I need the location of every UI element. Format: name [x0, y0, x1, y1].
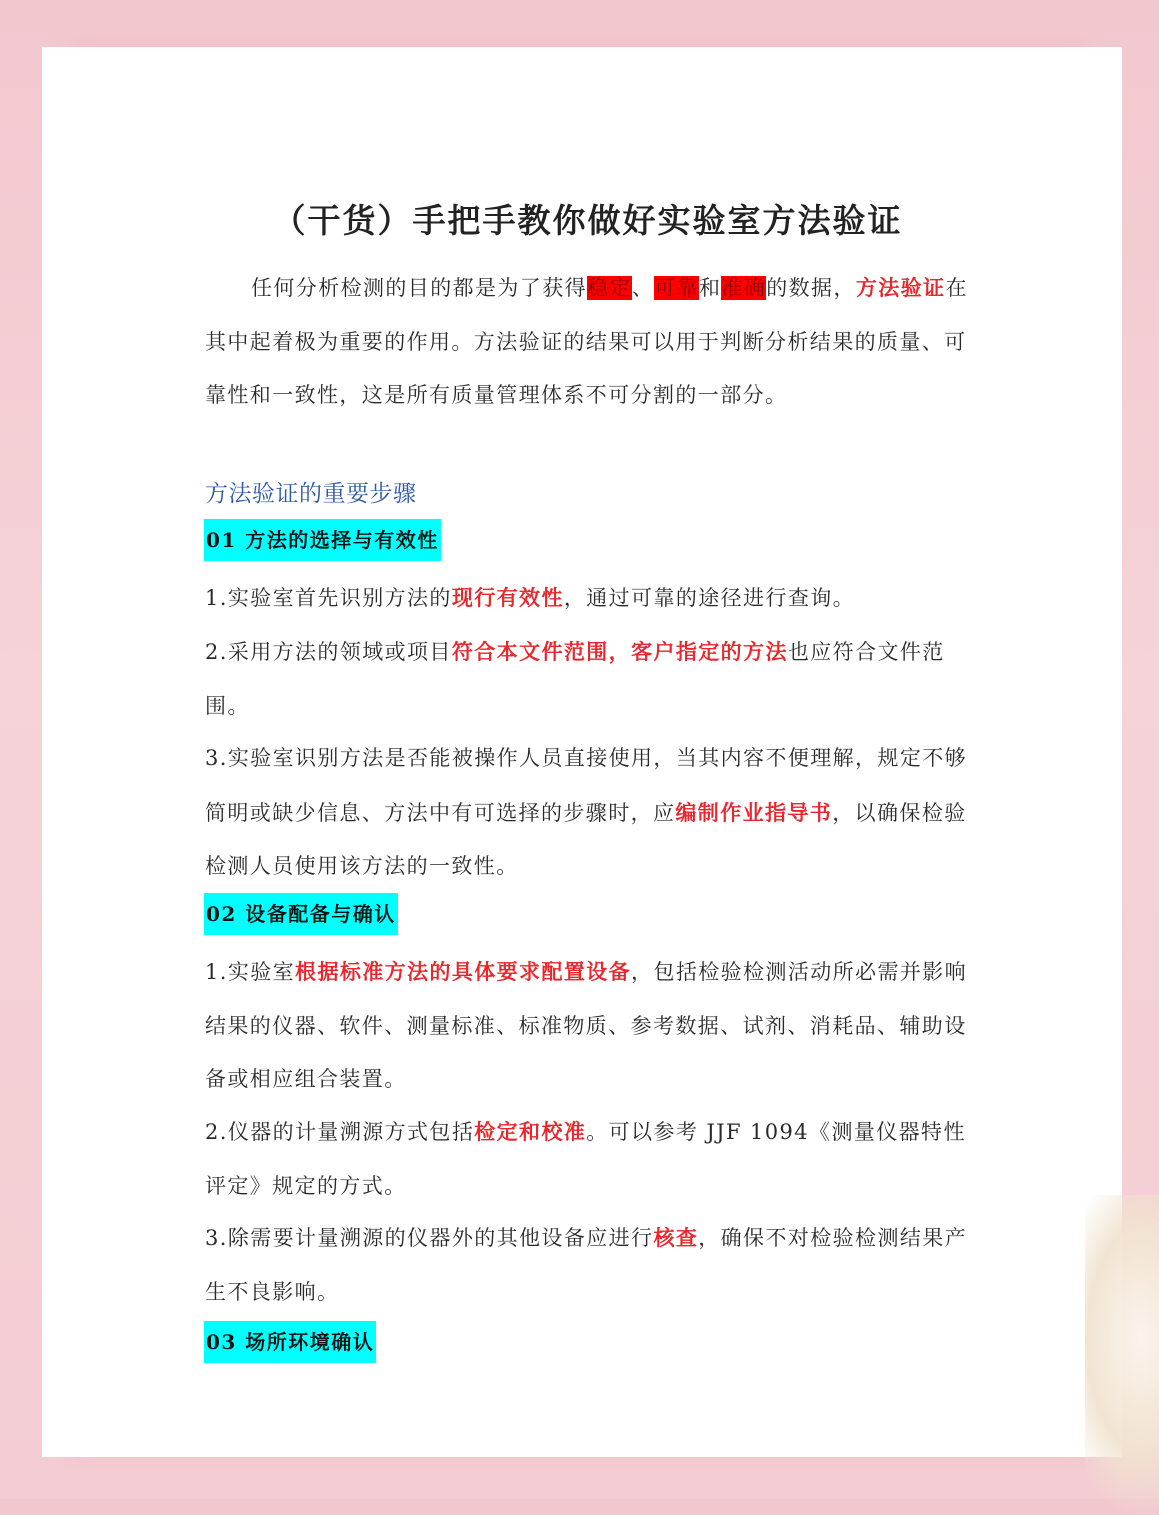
intro-text: 和	[699, 276, 722, 300]
para-text: ，确保不对检验检测结果产生不良影响。	[205, 1226, 968, 1304]
para-text: 2.仪器的计量溯源方式包括	[205, 1120, 475, 1144]
para-text: ，以确保检验检测人员使用该方法的一致性。	[205, 800, 967, 878]
highlight-accurate: 准确	[721, 276, 767, 300]
section-heading-02: 02 设备配备与确认	[204, 893, 398, 935]
para-text: 也应符合文件范围。	[205, 640, 945, 718]
decorative-flower	[1085, 1195, 1159, 1515]
highlight-reliable: 可靠	[654, 276, 700, 300]
emphasis-text: 符合本文件范围	[451, 639, 609, 664]
intro-text: 、	[631, 276, 655, 300]
para-text: 1.实验室首先识别方法的	[205, 586, 452, 610]
steps-subheading: 方法验证的重要步骤	[205, 481, 417, 507]
section-heading-03: 03 场所环境确认	[204, 1321, 376, 1363]
emphasis-text: 核查	[653, 1225, 699, 1250]
emphasis-text: 根据标准方法的具体要求配置设备	[295, 959, 632, 984]
intro-text: 任何分析检测的目的都是为了获得	[251, 276, 587, 300]
para-text: ，通过可靠的途径进行查询。	[563, 586, 856, 610]
intro-paragraph	[205, 261, 970, 423]
s2-paragraph-3	[205, 1211, 970, 1319]
para-text: ，包括检验检测活动所必需并影响结果的仪器、软件、测量标准、标准物质、参考数据、试剂、消耗品、辅助设备或相应组合装置。	[205, 960, 968, 1091]
s1-paragraph-1	[205, 571, 970, 626]
para-text: 3.实验室识别方法是否能被操作人员直接使用，当其内容不便理解，规定不够简明或缺少信息、方法中有可选择的步骤时，应	[205, 746, 968, 825]
s1-paragraph-2	[205, 625, 970, 733]
emphasis-text: 编制作业指导书	[675, 799, 833, 825]
section-heading-01: 01 方法的选择与有效性	[204, 519, 441, 561]
intro-text: 在其中起着极为重要的作用。方法验证的结果可以用于判断分析结果的质量、可靠性和一致性，这是所有质量管理体系不可分割的一部分。	[205, 276, 968, 407]
emphasis-text: 检定和校准	[474, 1119, 587, 1144]
s2-paragraph-2	[205, 1105, 970, 1213]
emphasis-text: 现行有效性	[451, 585, 564, 610]
highlight-stable: 稳定	[587, 276, 632, 300]
intro-text: 的数据，	[766, 276, 856, 300]
emphasis-method-validation: 方法验证	[855, 275, 946, 300]
emphasis-text: 客户指定的方法	[631, 639, 788, 664]
para-text: 3.除需要计量溯源的仪器外的其他设备应进行	[205, 1226, 654, 1250]
page-title: （干货）手把手教你做好实验室方法验证	[272, 201, 903, 240]
emphasis-text: ，	[608, 639, 632, 664]
s2-paragraph-1	[205, 945, 970, 1107]
para-text: 2.采用方法的领域或项目	[205, 640, 452, 664]
para-text: 。可以参考 JJF 1094《测量仪器特性评定》规定的方式。	[205, 1120, 966, 1198]
para-text: 1.实验室	[205, 960, 296, 984]
document-page	[42, 47, 1122, 1457]
s1-paragraph-3	[205, 732, 970, 894]
